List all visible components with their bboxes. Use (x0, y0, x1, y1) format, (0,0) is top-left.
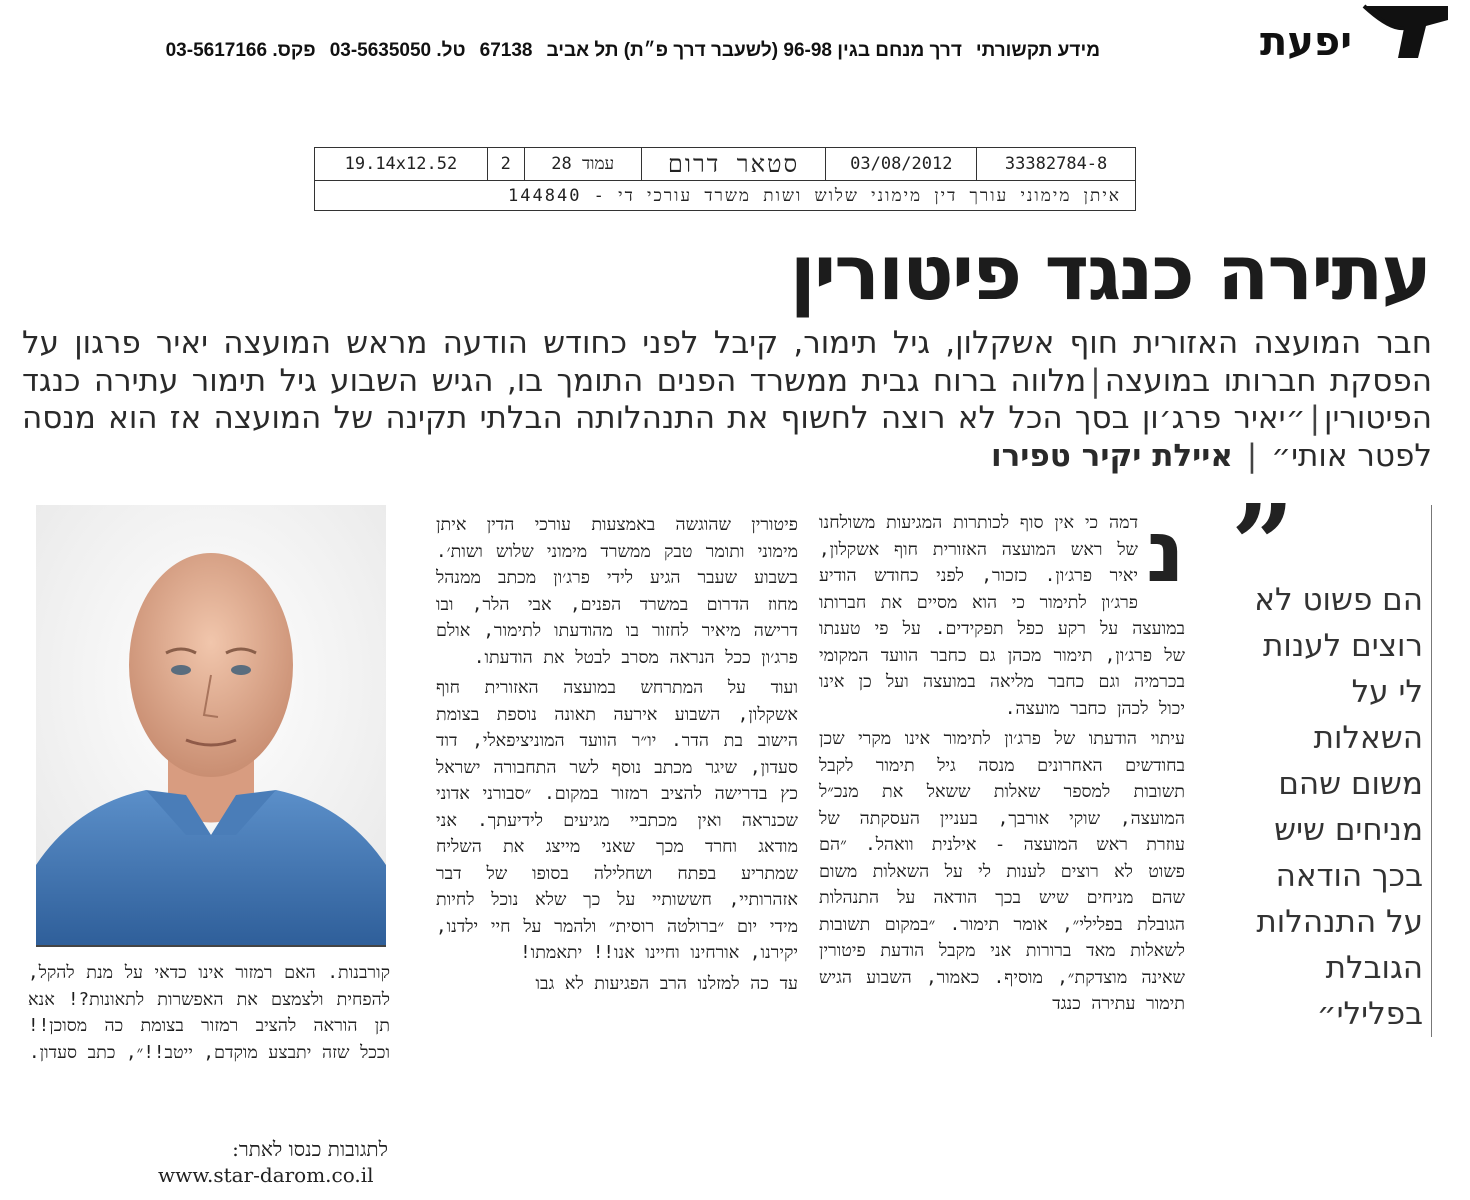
clipping-count: 2 (487, 148, 524, 180)
agency-service: מידע תקשורתי (975, 40, 1100, 61)
clipping-id: 33382784-8 (976, 148, 1135, 180)
article-headline: עתירה כנגד פיטורין (789, 228, 1430, 317)
clipping-info-row (315, 148, 1135, 181)
column-2-paragraph-1: פיטורין שהוגשה באמצעות עורכי הדין איתן מימוני ותומר טבק ממשרד מימוני שלוש ושות׳. בשבוע שעבר הגיע לידי פרג׳ון מכתב ממנהל מחוז הדרום במשרד הפנים, אבי הלר, ובו דרישה מיאיר לחזור בו מהודעתו לתימור, אולם פרג׳ון ככל הנראה מסרב לבטל את הודעתו. (436, 515, 798, 668)
clipping-publication: סטאר דרום (641, 148, 826, 180)
yifat-logo-icon (1360, 2, 1452, 62)
clipping-page: עמוד 28 (524, 148, 641, 180)
clipping-info-box (314, 147, 1136, 211)
lead-part-1: חבר המועצה האזורית חוף אשקלון, גיל תימור, קיבל לפני כחודש הודעה מראש המועצה יאיר פרגון על הפסקת חברותו במועצה (22, 325, 1433, 399)
agency-fax: פקס. 03-5617166 (165, 40, 316, 61)
clipping-size: 19.14x12.52 (344, 154, 458, 174)
agency-phone: טל. 03-5635050 (329, 40, 466, 61)
column-2-paragraph-2: ועוד על המתרחש במועצה האזורית חוף אשקלון, השבוע אירעה תאונה נוספת בצומת הישוב בת הדר. יו״ר הוועד המוניציפאלי, דוד סעדון, שיגר מכתב נוסף לשר התחבורה ישראל כץ בדרישה להציב רמזור במקום. ״סבורני אדוני שכנראה ואין מכתביי מגיעים לידיעתך. אני מודאג וחרד מכך שאני מייצג את השליח שמתריע בפתח ושחלילה בסופו של דבר אזהרותיי, חששותיי על כך שלא נוכל לחיות מידי יום ״ברולטה רוסית״ ולהמר על חיי ילדנו, יקירנו, אורחינו וחיינו אנו!! יתאמתו! (436, 678, 798, 963)
lead-part-2: מלווה ברוח גבית ממשרד הפנים התומך בו, הגיש השבוע גיל תימור עתירה כנגד הפיטורין (22, 362, 1432, 436)
portrait-photo (36, 505, 386, 947)
column-3-paragraph-1: קורבנות. האם רמזור אינו כדאי על מנת להקל, להפחית ולצמצם את האפשרות לתאונות?! אנא תן הוראה להציב רמזור בצומת כה מסוכן!! וככל שזה יתבצע מוקדם, ייטב!!״, כתב סעדון. (28, 963, 390, 1063)
article-column-2 (436, 512, 798, 1200)
article-column-1 (819, 502, 1185, 1022)
article-lead: חבר המועצה האזורית חוף אשקלון, גיל תימור, קיבל לפני כחודש הודעה מראש המועצה יאיר פרגון על הפסקת חברותו במועצה|מלווה ברוח גבית ממשרד הפנים התומך בו, הגיש השבוע גיל תימור עתירה כנגד הפיטורין|״יאיר פרג׳ון בסך הכל לא רוצה לחשוף את התנהלותה הבלתי תקינה של המועצה אז הוא מנסה לפטר אותי״ | איילת יקיר טפירו (22, 325, 1433, 474)
column-1-paragraph-1: דמה כי אין סוף לכותרות המגיעות משולחנו של ראש המועצה האזורית חוף אשקלון, יאיר פרג׳ון. כזכור, לפני כחודש הודיע פרג׳ון לתימור כי הוא מסיים את חברותו במועצה על רקע כפל תפקידים. על פי טענתו של פרג׳ון, תימור מכהן גם כחבר הוועד המקומי בכרמיה וגם כחבר מליאה במועצה ועל כן אינו יכול לכהן כחבר מועצה. (819, 513, 1185, 719)
column-2-paragraph-3: עד כה למזלנו הרב הפגיעות לא גבו (535, 973, 798, 994)
pull-quote (1231, 480, 1432, 1037)
article-column-3 (28, 960, 390, 1070)
agency-address: דרך מנחם בגין 96-98 (לשעבר דרך פ״ת) תל אביב (546, 40, 962, 61)
pull-quote-text: הם פשוט לא רוצים לענות לי על השאלות משום שהם מניחים שיש בכך הודאה על התנהלות הגובלת בפלילי״ (1254, 582, 1423, 1032)
clipping-date: 03/08/2012 (825, 148, 976, 180)
quote-mark-icon: ” (1231, 480, 1295, 609)
clipping-client: איתן מימוני עורך דין מימוני שלוש ושות משרד עורכי די - 144840 (508, 186, 1121, 206)
agency-name: יפעת (1259, 19, 1352, 65)
lead-part-3: ״יאיר פרג׳ון בסך הכל לא רוצה לחשוף את התנהלותה הבלתי תקינה של המועצה אז הוא מנסה לפטר אותי״ (22, 400, 1432, 474)
replies-website-link[interactable]: www.star-darom.co.il (158, 1163, 374, 1187)
agency-contact-line (152, 40, 1100, 62)
article-byline: איילת יקיר טפירו (990, 437, 1233, 474)
column-1-paragraph-2: עיתוי הודעתו של פרג׳ון לתימור אינו מקרי שכן בחודשים האחרונים מנסה גיל תימור לקבל תשובות למספר שאלות ששאל את מנכ״ל המועצה, שוקי אורבך, בעניין העסקתה של עוזרת ראש המועצה - אילנית וואהל. ״הם פשוט לא רוצים לענות לי על השאלות משום שהם מניחים שיש בכך הודאה על התנהלות הגובלת בפלילי״, אומר תימור. ״במקום תשובות לשאלות מאד ברורות אני מקבל הודעת פיטורין שאינה מוצדקת״, מוסיף. כאמור, השבוע הגיש תימור עתירה כנגד (819, 729, 1185, 1014)
replies-label: לתגובות כנסו לאתר: (232, 1137, 388, 1161)
agency-zip: 67138 (479, 40, 533, 61)
drop-cap: נ (1146, 502, 1185, 602)
